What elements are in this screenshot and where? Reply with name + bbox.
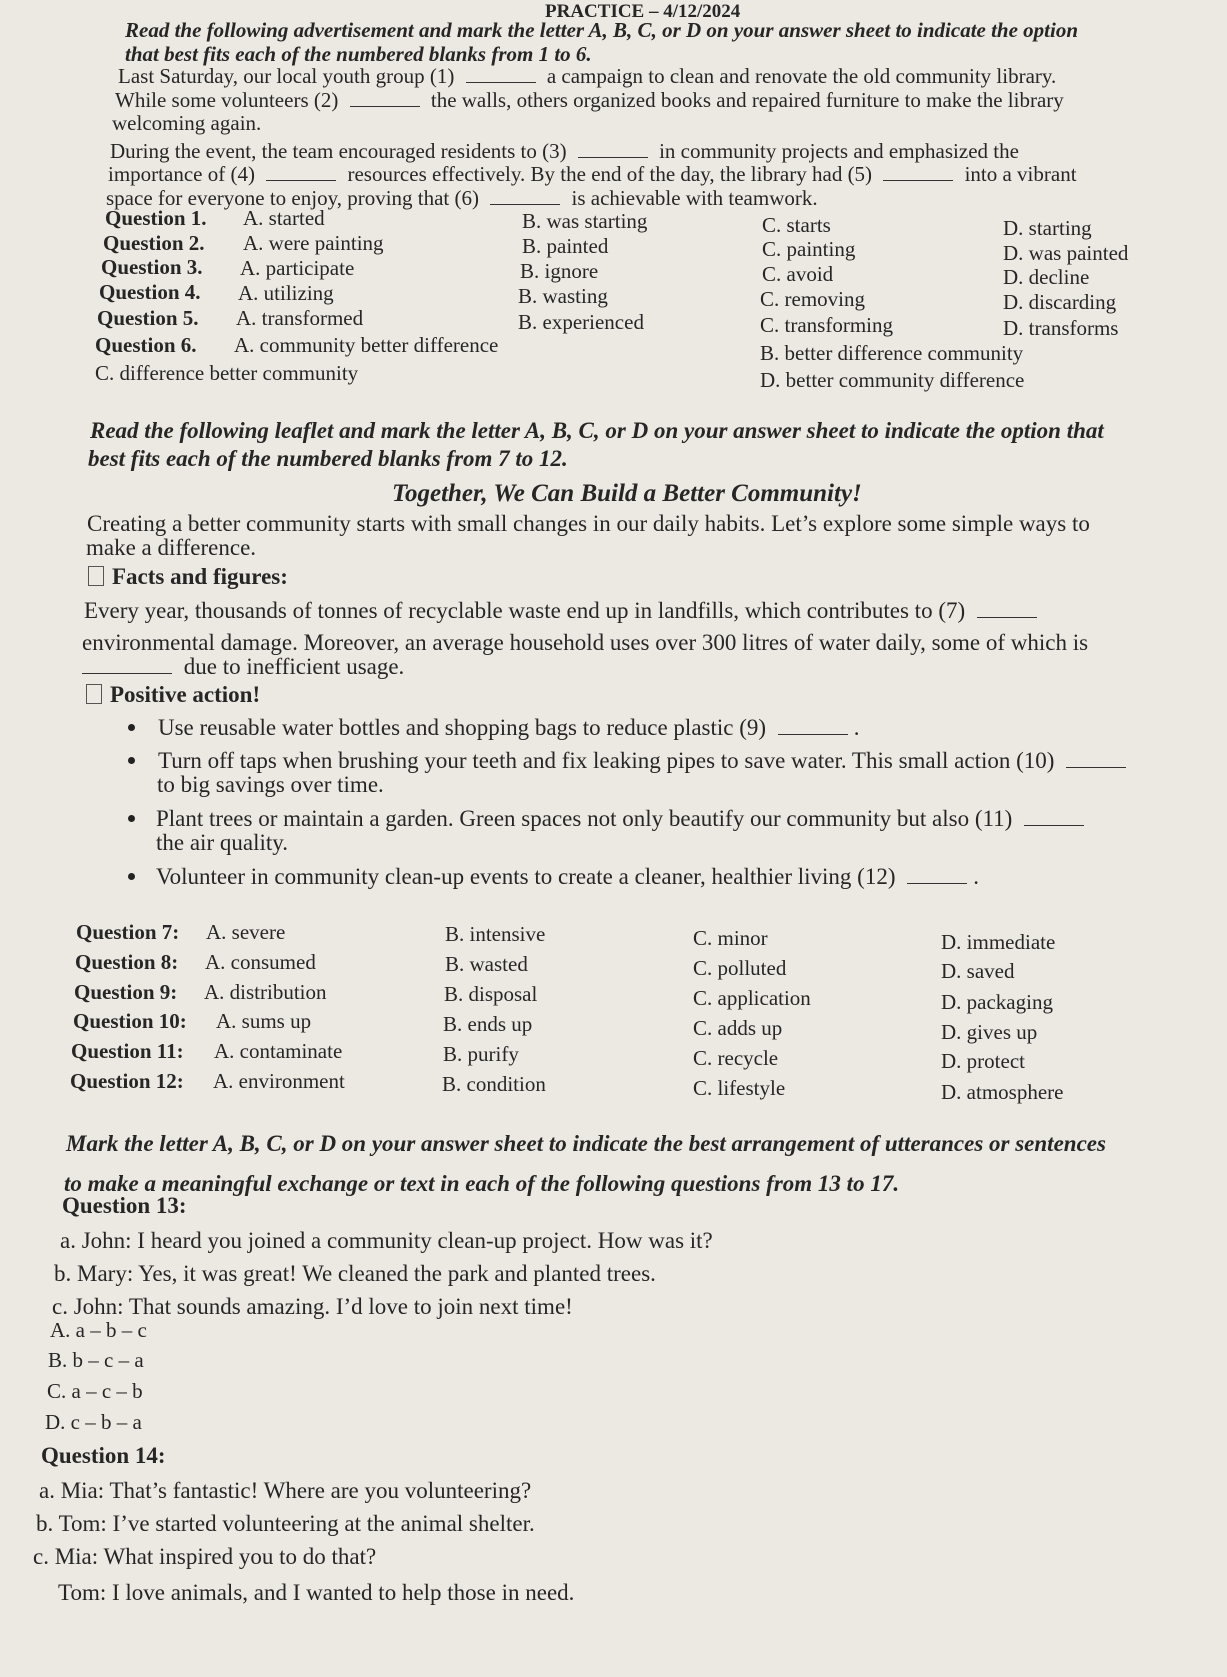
question-8-option-a[interactable]: A. consumed <box>205 950 316 974</box>
bullet-3-line-1: Plant trees or maintain a garden. Green spaces not only beautify our community but also (11) <box>156 806 1090 832</box>
action-heading: Positive action! <box>86 682 260 708</box>
blank-9[interactable] <box>778 718 848 735</box>
bullet-3-line-2: the air quality. <box>156 830 288 855</box>
question-8-label: Question 8: <box>75 950 179 974</box>
blank-6[interactable] <box>490 188 560 205</box>
question-6-option-b[interactable]: B. better difference community <box>760 341 1024 365</box>
question-6-option-d[interactable]: D. better community difference <box>760 368 1025 392</box>
passage-line-4: During the event, the team encouraged residents to (3) in community projects and emphasized the <box>110 139 1019 163</box>
section3-instruction-line-2: to make a meaningful exchange or text in each of the following questions from 13 to 17. <box>64 1171 900 1196</box>
blank-3[interactable] <box>578 141 648 158</box>
checkbox-icon <box>86 684 102 704</box>
question-14-label: Question 14: <box>41 1443 166 1468</box>
question-9-option-a[interactable]: A. distribution <box>204 980 327 1004</box>
passage-line-5: importance of (4) resources effectively. By the end of the day, the library had (5) into a vibrant <box>108 162 1077 186</box>
question-12-option-d[interactable]: D. atmosphere <box>941 1080 1064 1104</box>
question-2-option-b[interactable]: B. painted <box>522 234 609 258</box>
question-9-option-b[interactable]: B. disposal <box>444 982 538 1006</box>
question-12-option-a[interactable]: A. environment <box>213 1069 345 1093</box>
question-4-option-c[interactable]: C. removing <box>760 287 865 311</box>
question-1-option-a[interactable]: A. started <box>243 206 325 230</box>
question-10-option-b[interactable]: B. ends up <box>443 1012 533 1036</box>
question-9-label: Question 9: <box>74 980 178 1004</box>
question-4-option-a[interactable]: A. utilizing <box>238 281 334 305</box>
question-2-option-c[interactable]: C. painting <box>762 237 856 261</box>
leaflet-intro-line-1: Creating a better community starts with small changes in our daily habits. Let’s explore some simple ways to <box>87 511 1090 536</box>
bullet-icon <box>128 757 135 764</box>
question-13-option-a[interactable]: A. a – b – c <box>50 1318 147 1342</box>
checkbox-icon <box>88 566 104 586</box>
question-13-label: Question 13: <box>62 1193 187 1218</box>
question-9-option-c[interactable]: C. application <box>693 986 811 1010</box>
question-3-option-c[interactable]: C. avoid <box>762 262 834 286</box>
question-7-option-b[interactable]: B. intensive <box>445 922 546 946</box>
question-13-option-c[interactable]: C. a – c – b <box>47 1379 143 1403</box>
bullet-2-line-1: Turn off taps when brushing your teeth and fix leaking pipes to save water. This small action (10) <box>158 748 1132 774</box>
question-6-option-a[interactable]: A. community better difference <box>234 333 499 357</box>
passage-line-2: While some volunteers (2) the walls, others organized books and repaired furniture to make the library <box>115 88 1064 112</box>
blank-7[interactable] <box>977 601 1037 618</box>
question-14-line-a: a. Mia: That’s fantastic! Where are you volunteering? <box>39 1478 532 1503</box>
question-6-option-c[interactable]: C. difference better community <box>95 361 359 385</box>
question-3-option-d[interactable]: D. decline <box>1003 265 1090 289</box>
question-6-label: Question 6. <box>95 333 197 357</box>
question-8-option-c[interactable]: C. polluted <box>693 956 787 980</box>
question-3-option-b[interactable]: B. ignore <box>520 259 599 283</box>
blank-4[interactable] <box>266 164 336 181</box>
passage-line-3: welcoming again. <box>112 111 262 135</box>
page-title: PRACTICE – 4/12/2024 <box>545 1 741 22</box>
question-7-option-d[interactable]: D. immediate <box>941 930 1056 954</box>
question-5-option-d[interactable]: D. transforms <box>1003 316 1119 340</box>
question-11-option-d[interactable]: D. protect <box>941 1049 1025 1073</box>
question-13-option-b[interactable]: B. b – c – a <box>48 1348 144 1372</box>
blank-11[interactable] <box>1024 809 1084 826</box>
question-12-option-b[interactable]: B. condition <box>442 1072 546 1096</box>
question-8-option-b[interactable]: B. wasted <box>445 952 528 976</box>
question-2-option-d[interactable]: D. was painted <box>1003 241 1129 265</box>
question-2-option-a[interactable]: A. were painting <box>243 231 384 255</box>
bullet-1: Use reusable water bottles and shopping bags to reduce plastic (9) . <box>158 715 860 740</box>
section2-instruction-line-2: best fits each of the numbered blanks from 7 to 12. <box>88 446 568 471</box>
blank-2[interactable] <box>350 90 420 107</box>
question-13-option-d[interactable]: D. c – b – a <box>45 1410 142 1434</box>
question-13-line-a: a. John: I heard you joined a community clean-up project. How was it? <box>60 1228 713 1253</box>
section3-instruction-line-1: Mark the letter A, B, C, or D on your answer sheet to indicate the best arrangement of utterances or sentences <box>66 1131 1106 1156</box>
question-11-option-c[interactable]: C. recycle <box>693 1046 779 1070</box>
leaflet-intro-line-2: make a difference. <box>86 535 257 560</box>
question-5-label: Question 5. <box>97 306 199 330</box>
passage-line-6: space for everyone to enjoy, proving that (6) is achievable with teamwork. <box>106 186 818 210</box>
question-11-option-a[interactable]: A. contaminate <box>214 1039 343 1063</box>
facts-line-1: Every year, thousands of tonnes of recyclable waste end up in landfills, which contributes to (7) <box>84 598 1043 624</box>
blank-5[interactable] <box>883 164 953 181</box>
blank-12[interactable] <box>907 867 967 884</box>
question-1-option-b[interactable]: B. was starting <box>522 209 648 233</box>
facts-line-3: due to inefficient usage. <box>82 654 404 680</box>
question-7-option-c[interactable]: C. minor <box>693 926 768 950</box>
blank-8[interactable] <box>82 657 172 674</box>
bullet-icon <box>128 724 135 731</box>
facts-line-2: environmental damage. Moreover, an average household uses over 300 litres of water daily, some of which is <box>82 630 1089 655</box>
question-10-label: Question 10: <box>73 1009 187 1033</box>
question-14-line-c: c. Mia: What inspired you to do that? <box>33 1544 377 1569</box>
question-2-label: Question 2. <box>103 231 205 255</box>
section1-instruction-line-2: that best fits each of the numbered blanks from 1 to 6. <box>125 42 592 66</box>
bullet-2-line-2: to big savings over time. <box>157 772 384 797</box>
question-9-option-d[interactable]: D. packaging <box>941 990 1053 1014</box>
question-10-option-a[interactable]: A. sums up <box>216 1009 312 1033</box>
question-10-option-c[interactable]: C. adds up <box>693 1016 783 1040</box>
question-5-option-a[interactable]: A. transformed <box>236 306 364 330</box>
question-4-option-d[interactable]: D. discarding <box>1003 290 1117 314</box>
question-11-label: Question 11: <box>71 1039 184 1063</box>
section2-instruction-line-1: Read the following leaflet and mark the letter A, B, C, or D on your answer sheet to indicate the option that <box>90 418 1104 443</box>
question-1-option-d[interactable]: D. starting <box>1003 216 1092 240</box>
question-11-option-b[interactable]: B. purify <box>443 1042 519 1066</box>
question-7-option-a[interactable]: A. severe <box>206 920 286 944</box>
question-4-option-b[interactable]: B. wasting <box>518 284 608 308</box>
question-5-option-b[interactable]: B. experienced <box>518 310 644 334</box>
section1-instruction-line-1: Read the following advertisement and mark the letter A, B, C, or D on your answer sheet to indicate the option <box>125 18 1079 42</box>
blank-1[interactable] <box>466 66 536 83</box>
question-4-label: Question 4. <box>99 280 201 304</box>
question-13-line-c: c. John: That sounds amazing. I’d love to join next time! <box>52 1294 573 1319</box>
bullet-4: Volunteer in community clean-up events to create a cleaner, healthier living (12) . <box>156 864 979 889</box>
question-3-option-a[interactable]: A. participate <box>240 256 355 280</box>
facts-heading: Facts and figures: <box>88 564 288 590</box>
question-12-label: Question 12: <box>70 1069 184 1093</box>
passage-line-1: Last Saturday, our local youth group (1) a campaign to clean and renovate the old community library. <box>118 64 1057 88</box>
question-14-line-b: b. Tom: I’ve started volunteering at the animal shelter. <box>36 1511 535 1536</box>
bullet-icon <box>128 815 135 822</box>
question-13-line-b: b. Mary: Yes, it was great! We cleaned the park and planted trees. <box>54 1261 656 1286</box>
question-12-option-c[interactable]: C. lifestyle <box>693 1076 786 1100</box>
question-14-line-d: Tom: I love animals, and I wanted to help those in need. <box>58 1580 575 1605</box>
question-5-option-c[interactable]: C. transforming <box>760 313 893 337</box>
question-1-option-c[interactable]: C. starts <box>762 213 831 237</box>
question-7-label: Question 7: <box>76 920 180 944</box>
question-3-label: Question 3. <box>101 255 203 279</box>
question-1-label: Question 1. <box>105 206 207 230</box>
leaflet-title: Together, We Can Build a Better Community! <box>392 480 862 507</box>
blank-10[interactable] <box>1066 751 1126 768</box>
question-8-option-d[interactable]: D. saved <box>941 959 1015 983</box>
bullet-icon <box>128 873 135 880</box>
question-10-option-d[interactable]: D. gives up <box>941 1020 1038 1044</box>
